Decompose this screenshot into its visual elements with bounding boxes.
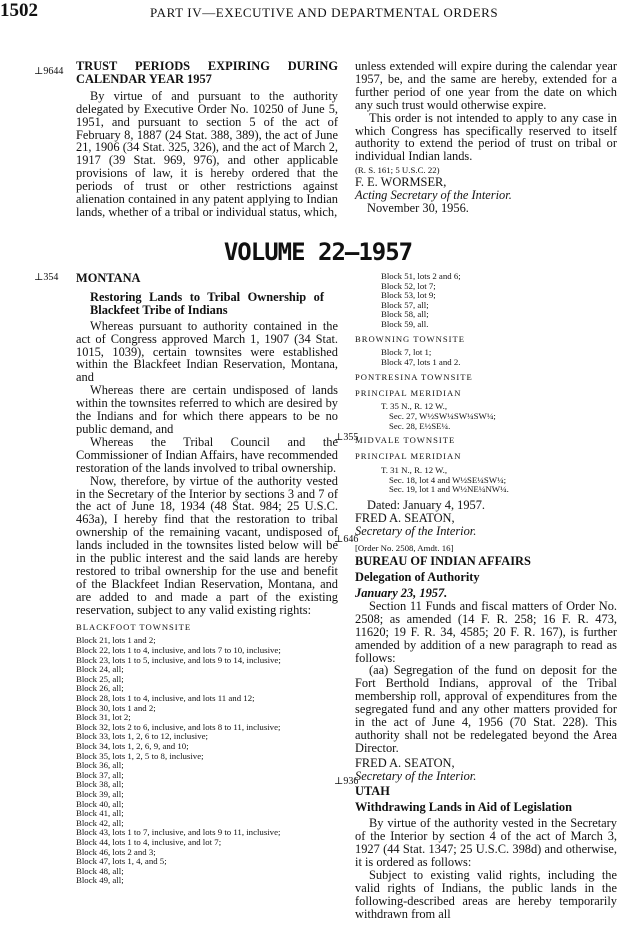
list-item: Block 38, all;	[76, 779, 124, 790]
list-item: Block 57, all;	[381, 299, 429, 310]
running-header	[0, 0, 620, 26]
list-item: Block 39, all;	[76, 788, 124, 799]
list-item: Sec. 27, W½SW¼SW¼SW¼;	[389, 411, 496, 422]
volume-heading: VOLUME 22—1957	[223, 238, 413, 266]
list-item: Block 33, lots 1, 2, 6 to 12, inclusive;	[76, 731, 208, 742]
signer-title: Acting Secretary of the Interior.	[355, 187, 512, 202]
paragraph: Whereas the Tribal Council and the Commissioner of Indian Affairs, have recommended restoration of the lands involved to tribal ownership.	[76, 434, 338, 475]
paragraph: Now, therefore, by virtue of the authority vested in the Secretary of the Interior by sections 3 and 7 of the act of June 18, 1934 (48 Stat. 984; 25 U.S.C. 463a), I hereby find that the restoration to tribal ownership of the remaining vacant, undisposed of lands included in the townsites listed below will be in the public interest and the said lands are hereby restored to tribal ownership for the use and benefit of the Blackfeet Indian Reservation, Montana, and are added to and made a part of the existing reservation, subject to any valid existing rights:	[76, 473, 338, 617]
order-reference: [Order No. 2508, Amdt. 16]	[355, 542, 454, 553]
montana-column	[76, 272, 338, 886]
list-item: Block 25, all;	[76, 673, 124, 684]
running-title: PART IV—EXECUTIVE AND DEPARTMENTAL ORDERS	[150, 5, 499, 20]
order-date: January 23, 1957.	[355, 585, 448, 600]
list-item: Block 52, lot 7;	[381, 280, 436, 291]
list-item: Block 31, lot 2;	[76, 712, 131, 723]
list-item: Block 21, lots 1 and 2;	[76, 635, 156, 646]
trust-periods-continued	[355, 60, 617, 215]
list-item: Block 46, lots 2 and 3;	[76, 846, 156, 857]
list-item: T. 35 N., R. 12 W.,	[381, 401, 448, 412]
section-title: TRUST PERIODS EXPIRING DURING CALENDAR YEAR 1957	[76, 59, 338, 86]
paragraph: Whereas pursuant to authority contained in the act of Congress approved March 1, 1907 (34 Stat. 1015, 1039), certain townsites were established within the Blackfeet Indian Reservation, Montana, and	[76, 318, 338, 385]
paragraph: unless extended will expire during the calendar year 1957, be, and the same are hereby, extended for a further period of one year from the date on which any such trust would otherwise expire.	[355, 59, 617, 112]
list-item: Block 44, lots 1 to 4, inclusive, and lot 7;	[76, 836, 222, 847]
list-item: Block 26, all;	[76, 683, 124, 694]
block-list	[355, 348, 617, 367]
list-item: Block 42, all;	[76, 817, 124, 828]
agency-heading: BUREAU OF INDIAN AFFAIRS	[355, 554, 531, 569]
land-description	[355, 402, 617, 431]
list-item: Block 28, lots 1 to 4, inclusive, and lots 11 and 12;	[76, 693, 255, 704]
margin-note: ⊥355	[334, 432, 359, 443]
meridian-heading: PRINCIPAL MERIDIAN	[355, 451, 462, 462]
order-title: Delegation of Authority	[355, 570, 480, 585]
list-item: Sec. 18, lot 4 and W½SE¼SW¼;	[389, 474, 507, 485]
list-item: Block 40, all;	[76, 798, 124, 809]
list-item: Block 43, lots 1 to 7, inclusive, and lots 9 to 11, inclusive;	[76, 827, 281, 838]
right-column	[355, 272, 617, 921]
list-item: Block 32, lots 2 to 6, inclusive, and lots 8 to 11, inclusive;	[76, 721, 281, 732]
block-list	[355, 272, 617, 330]
margin-note: ⊥936	[334, 776, 359, 787]
townsite-heading: MIDVALE TOWNSITE	[355, 435, 456, 446]
list-item: Block 24, all;	[76, 664, 124, 675]
list-item: Block 36, all;	[76, 760, 124, 771]
list-item: Block 30, lots 1 and 2;	[76, 702, 156, 713]
list-item: Block 53, lot 9;	[381, 290, 436, 301]
list-item: Block 41, all;	[76, 808, 124, 819]
paragraph: By virtue of and pursuant to the authority delegated by Executive Order No. 10250 of June 5, 1951, and pursuant to section 5 of the act of February 8, 1887 (24 Stat. 388, 389), the act of June 21, 1906 (34 Stat. 325, 326), and the act of March 2, 1917 (39 Stat. 969, 976), and other applicable provisions of law, it is hereby ordered that the periods of trust or other restrictions against alienation contained in any patent applying to Indian lands, whether of a tribal or individual status, which,	[76, 88, 338, 219]
list-item: Block 49, all;	[76, 875, 124, 886]
list-item: Block 51, lots 2 and 6;	[381, 271, 461, 281]
paragraph: By virtue of the authority vested in the Secretary of the Interior by section 4 of the act of March 3, 1927 (44 Stat. 1347; 25 U.S.C. 398d) and otherwise, it is ordered as follows:	[355, 816, 617, 870]
list-item: Block 58, all;	[381, 309, 429, 320]
townsite-heading: BROWNING TOWNSITE	[355, 333, 466, 344]
dated-line: Dated: January 4, 1957.	[367, 497, 486, 512]
signer-name: FRED A. SEATON,	[355, 510, 455, 525]
order-date: November 30, 1956.	[367, 200, 469, 215]
list-item: Sec. 28, E½SE¼.	[389, 420, 451, 431]
list-item: Block 22, lots 1 to 4, inclusive, and lots 7 to 10, inclusive;	[76, 645, 281, 656]
state-heading: MONTANA	[76, 271, 141, 285]
signer-title: Secretary of the Interior.	[355, 768, 477, 783]
paragraph: (aa) Segregation of the fund on deposit for the Fort Berthold Indians, approval of the Tribal membership roll, approval of expenditures from the segregated fund and any other matters provided for in the act of June 4, 1956 (70 Stat. 228). This authority shall not be redelegated beyond the Area Director.	[355, 663, 617, 755]
state-heading: UTAH	[355, 783, 390, 798]
townsite-heading: PONTRESINA TOWNSITE	[355, 371, 473, 382]
trust-periods-column	[76, 60, 338, 219]
citation: (R. S. 161; 5 U.S.C. 22)	[355, 165, 440, 176]
margin-note: ⊥354	[34, 272, 59, 283]
list-item: Block 37, all;	[76, 769, 124, 780]
land-description	[355, 466, 617, 495]
margin-note: ⊥646	[334, 534, 359, 545]
margin-note: ⊥9644	[34, 66, 64, 77]
list-item: Block 59, all.	[381, 318, 429, 329]
list-item: Block 7, lot 1;	[381, 347, 432, 358]
list-item: Block 34, lots 1, 2, 6, 9, and 10;	[76, 741, 189, 751]
paragraph: This order is not intended to apply to any case in which Congress has specifically reserved to itself authority to extend the period of trust on tribal or individual Indian lands.	[355, 110, 617, 164]
list-item: Block 35, lots 1, 2, 5 to 8, inclusive;	[76, 750, 204, 761]
order-title: Withdrawing Lands in Aid of Legislation	[355, 800, 573, 815]
signer-name: FRED A. SEATON,	[355, 755, 455, 770]
meridian-heading: PRINCIPAL MERIDIAN	[355, 387, 462, 398]
order-title: Restoring Lands to Tribal Ownership of Blackfeet Tribe of Indians	[90, 289, 324, 317]
page-number: 1502	[0, 0, 38, 21]
block-list	[76, 636, 338, 885]
list-item: Sec. 19, lot 1 and W½NE¼NW¼.	[389, 484, 509, 495]
paragraph: Whereas there are certain undisposed of lands within the townsites referred to which are desired by the Indians and for which there appears to be no public demand, and	[76, 383, 338, 436]
paragraph: Section 11 Funds and fiscal matters of Order No. 2508; as amended (14 F. R. 258; 16 F. R. 473, 11620; 19 F. R. 34, 4585; 20 F. R. 167), is further amended by addition of a new paragraph to read as follows:	[355, 598, 617, 665]
list-item: T. 31 N., R. 12 W.,	[381, 465, 448, 476]
list-item: Block 47, lots 1 and 2.	[381, 357, 461, 368]
townsite-heading: BLACKFOOT TOWNSITE	[76, 621, 192, 632]
paragraph: Subject to existing valid rights, including the valid rights of Indians, the public lands in the following-described areas are hereby temporarily withdrawn from all	[355, 868, 617, 921]
list-item: Block 47, lots 1, 4, and 5;	[76, 856, 167, 867]
signer-name: F. E. WORMSER,	[355, 174, 447, 189]
signer-title: Secretary of the Interior.	[355, 523, 477, 538]
list-item: Block 48, all;	[76, 865, 124, 876]
list-item: Block 23, lots 1 to 5, inclusive, and lots 9 to 14, inclusive;	[76, 654, 281, 665]
